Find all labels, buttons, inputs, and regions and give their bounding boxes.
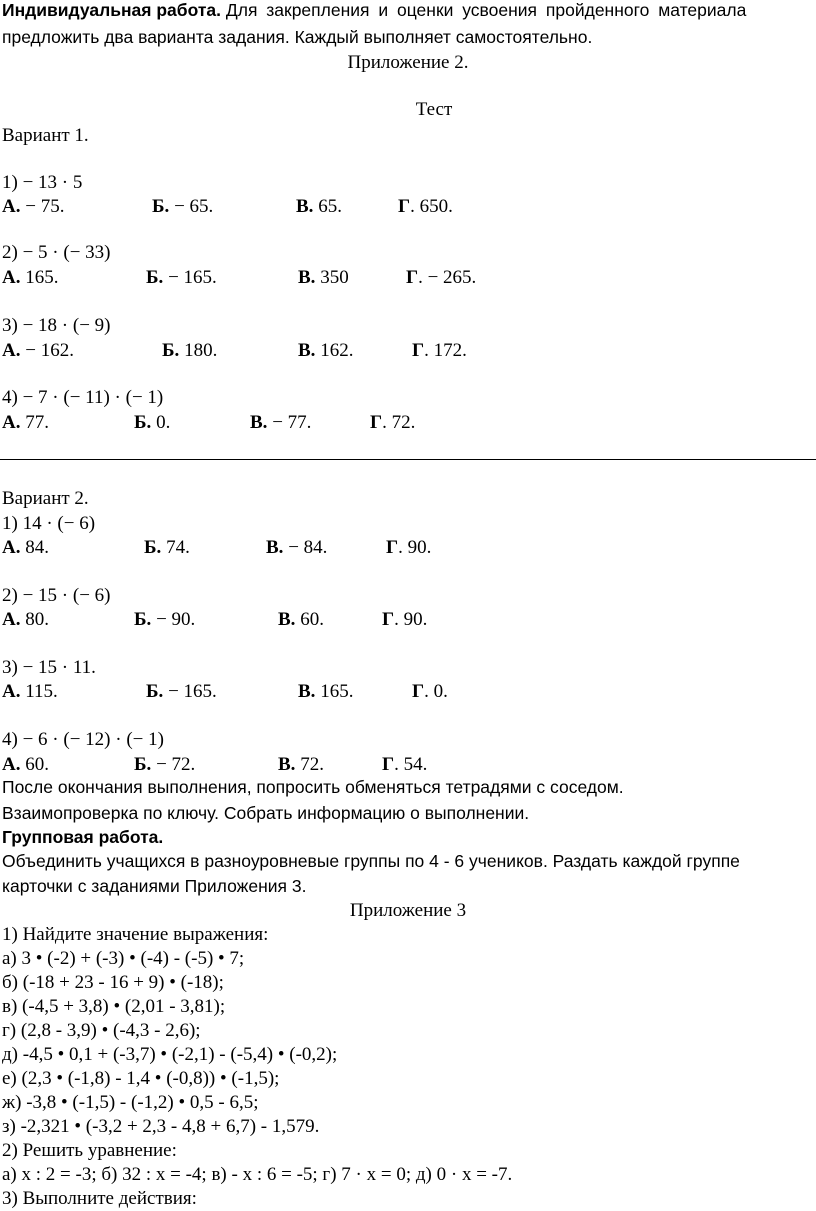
answer-v: В. 162. [298,340,354,361]
v2-question-2: 2) − 15 · (− 6) [2,585,111,606]
intro-line-1 [2,0,814,21]
answer-b: Б. − 165. [146,681,217,702]
answer-a: А. 84. [2,537,49,558]
task-3-title: 3) Выполните действия: [2,1188,197,1209]
answer-v: В. 60. [278,609,324,630]
answer-g: Г. 0. [412,681,448,702]
v2-question-1: 1) 14 · (− 6) [2,513,96,534]
v1-question-4: 4) − 7 · (− 11) · (− 1) [2,387,164,408]
v2-question-4: 4) − 6 · (− 12) · (− 1) [2,729,164,750]
task-1-item-zh: ж) -3,8 • (-1,5) - (-1,2) • 0,5 - 6,5; [2,1092,259,1113]
divider-line [0,459,816,460]
task-1-title: 1) Найдите значение выражения: [2,924,269,945]
task-1-item-d: д) -4,5 • 0,1 + (-3,7) • (-2,1) - (-5,4) • (-0,2); [2,1044,338,1065]
v1-question-1: 1) − 13 · 5 [2,172,83,193]
task-1-item-g: г) (2,8 - 3,9) • (-4,3 - 2,6); [2,1020,201,1041]
test-title: Тест [415,99,453,120]
variant-1-title: Вариант 1. [2,125,89,146]
answer-v: В. 350 [298,267,349,288]
group-work-title: Групповая работа. [2,827,164,847]
answer-g: Г. 90. [386,537,432,558]
intro-line-1-text: Для закрепления и оценки усвоения пройденного материала [225,0,747,20]
answer-a: А. 77. [2,412,49,433]
intro-line-2: предложить два варианта задания. Каждый выполняет самостоятельно. [2,27,593,47]
answer-b: Б. 0. [134,412,171,433]
answer-b: Б. − 90. [134,609,196,630]
answer-b: Б. − 72. [134,754,196,775]
group-line-1: Объединить учащихся в разноуровневые группы по 4 - 6 учеников. Раздать каждой группе [2,851,740,871]
task-1-item-v: в) (-4,5 + 3,8) • (2,01 - 3,81); [2,996,226,1017]
task-1-item-a: а) 3 • (-2) + (-3) • (-4) - (-5) • 7; [2,948,245,969]
answer-v: В. 72. [278,754,324,775]
answer-a: А. 60. [2,754,49,775]
answer-a: А. 115. [2,681,58,702]
v2-question-3: 3) − 15 · 11. [2,657,96,678]
answer-a: А. 80. [2,609,49,630]
task-1-item-z: з) -2,321 • (-3,2 + 2,3 - 4,8 + 6,7) - 1,579. [2,1116,320,1137]
answer-b: Б. − 65. [152,196,214,217]
answer-g: Г. 54. [382,754,428,775]
answer-b: Б. − 165. [146,267,217,288]
task-1-item-b: б) (-18 + 23 - 16 + 9) • (-18); [2,972,224,993]
answer-b: Б. 180. [162,340,218,361]
task-2-equations: а) х : 2 = -3; б) 32 : х = -4; в) - х : 6 = -5; г) 7 · х = 0; д) 0 · х = -7. [2,1164,513,1185]
group-line-2: карточки с заданиями Приложения 3. [2,876,307,896]
after-line-2: Взаимопроверка по ключу. Собрать информацию о выполнении. [2,803,530,823]
after-line-1: После окончания выполнения, попросить обменяться тетрадями с соседом. [2,777,624,797]
answer-g: Г. 90. [382,609,428,630]
v1-question-2: 2) − 5 · (− 33) [2,242,111,263]
variant-2-title: Вариант 2. [2,488,89,509]
intro-bold-title: Индивидуальная работа. [2,0,221,20]
v1-question-3: 3) − 18 · (− 9) [2,315,111,336]
answer-v: В. − 77. [250,412,312,433]
answer-a: А. − 162. [2,340,74,361]
answer-a: А. 165. [2,267,59,288]
task-1-item-e: е) (2,3 • (-1,8) - 1,4 • (-0,8)) • (-1,5); [2,1068,280,1089]
answer-a: А. − 75. [2,196,65,217]
answer-g: Г. 650. [398,196,453,217]
answer-g: Г. 72. [370,412,416,433]
answer-v: В. 165. [298,681,354,702]
appendix-2-label: Приложение 2. [347,52,469,73]
answer-g: Г. − 265. [406,267,477,288]
answer-g: Г. 172. [412,340,467,361]
answer-v: В. − 84. [266,537,328,558]
task-2-title: 2) Решить уравнение: [2,1140,177,1161]
answer-v: В. 65. [296,196,342,217]
answer-b: Б. 74. [144,537,190,558]
appendix-3-label: Приложение 3 [349,900,467,921]
